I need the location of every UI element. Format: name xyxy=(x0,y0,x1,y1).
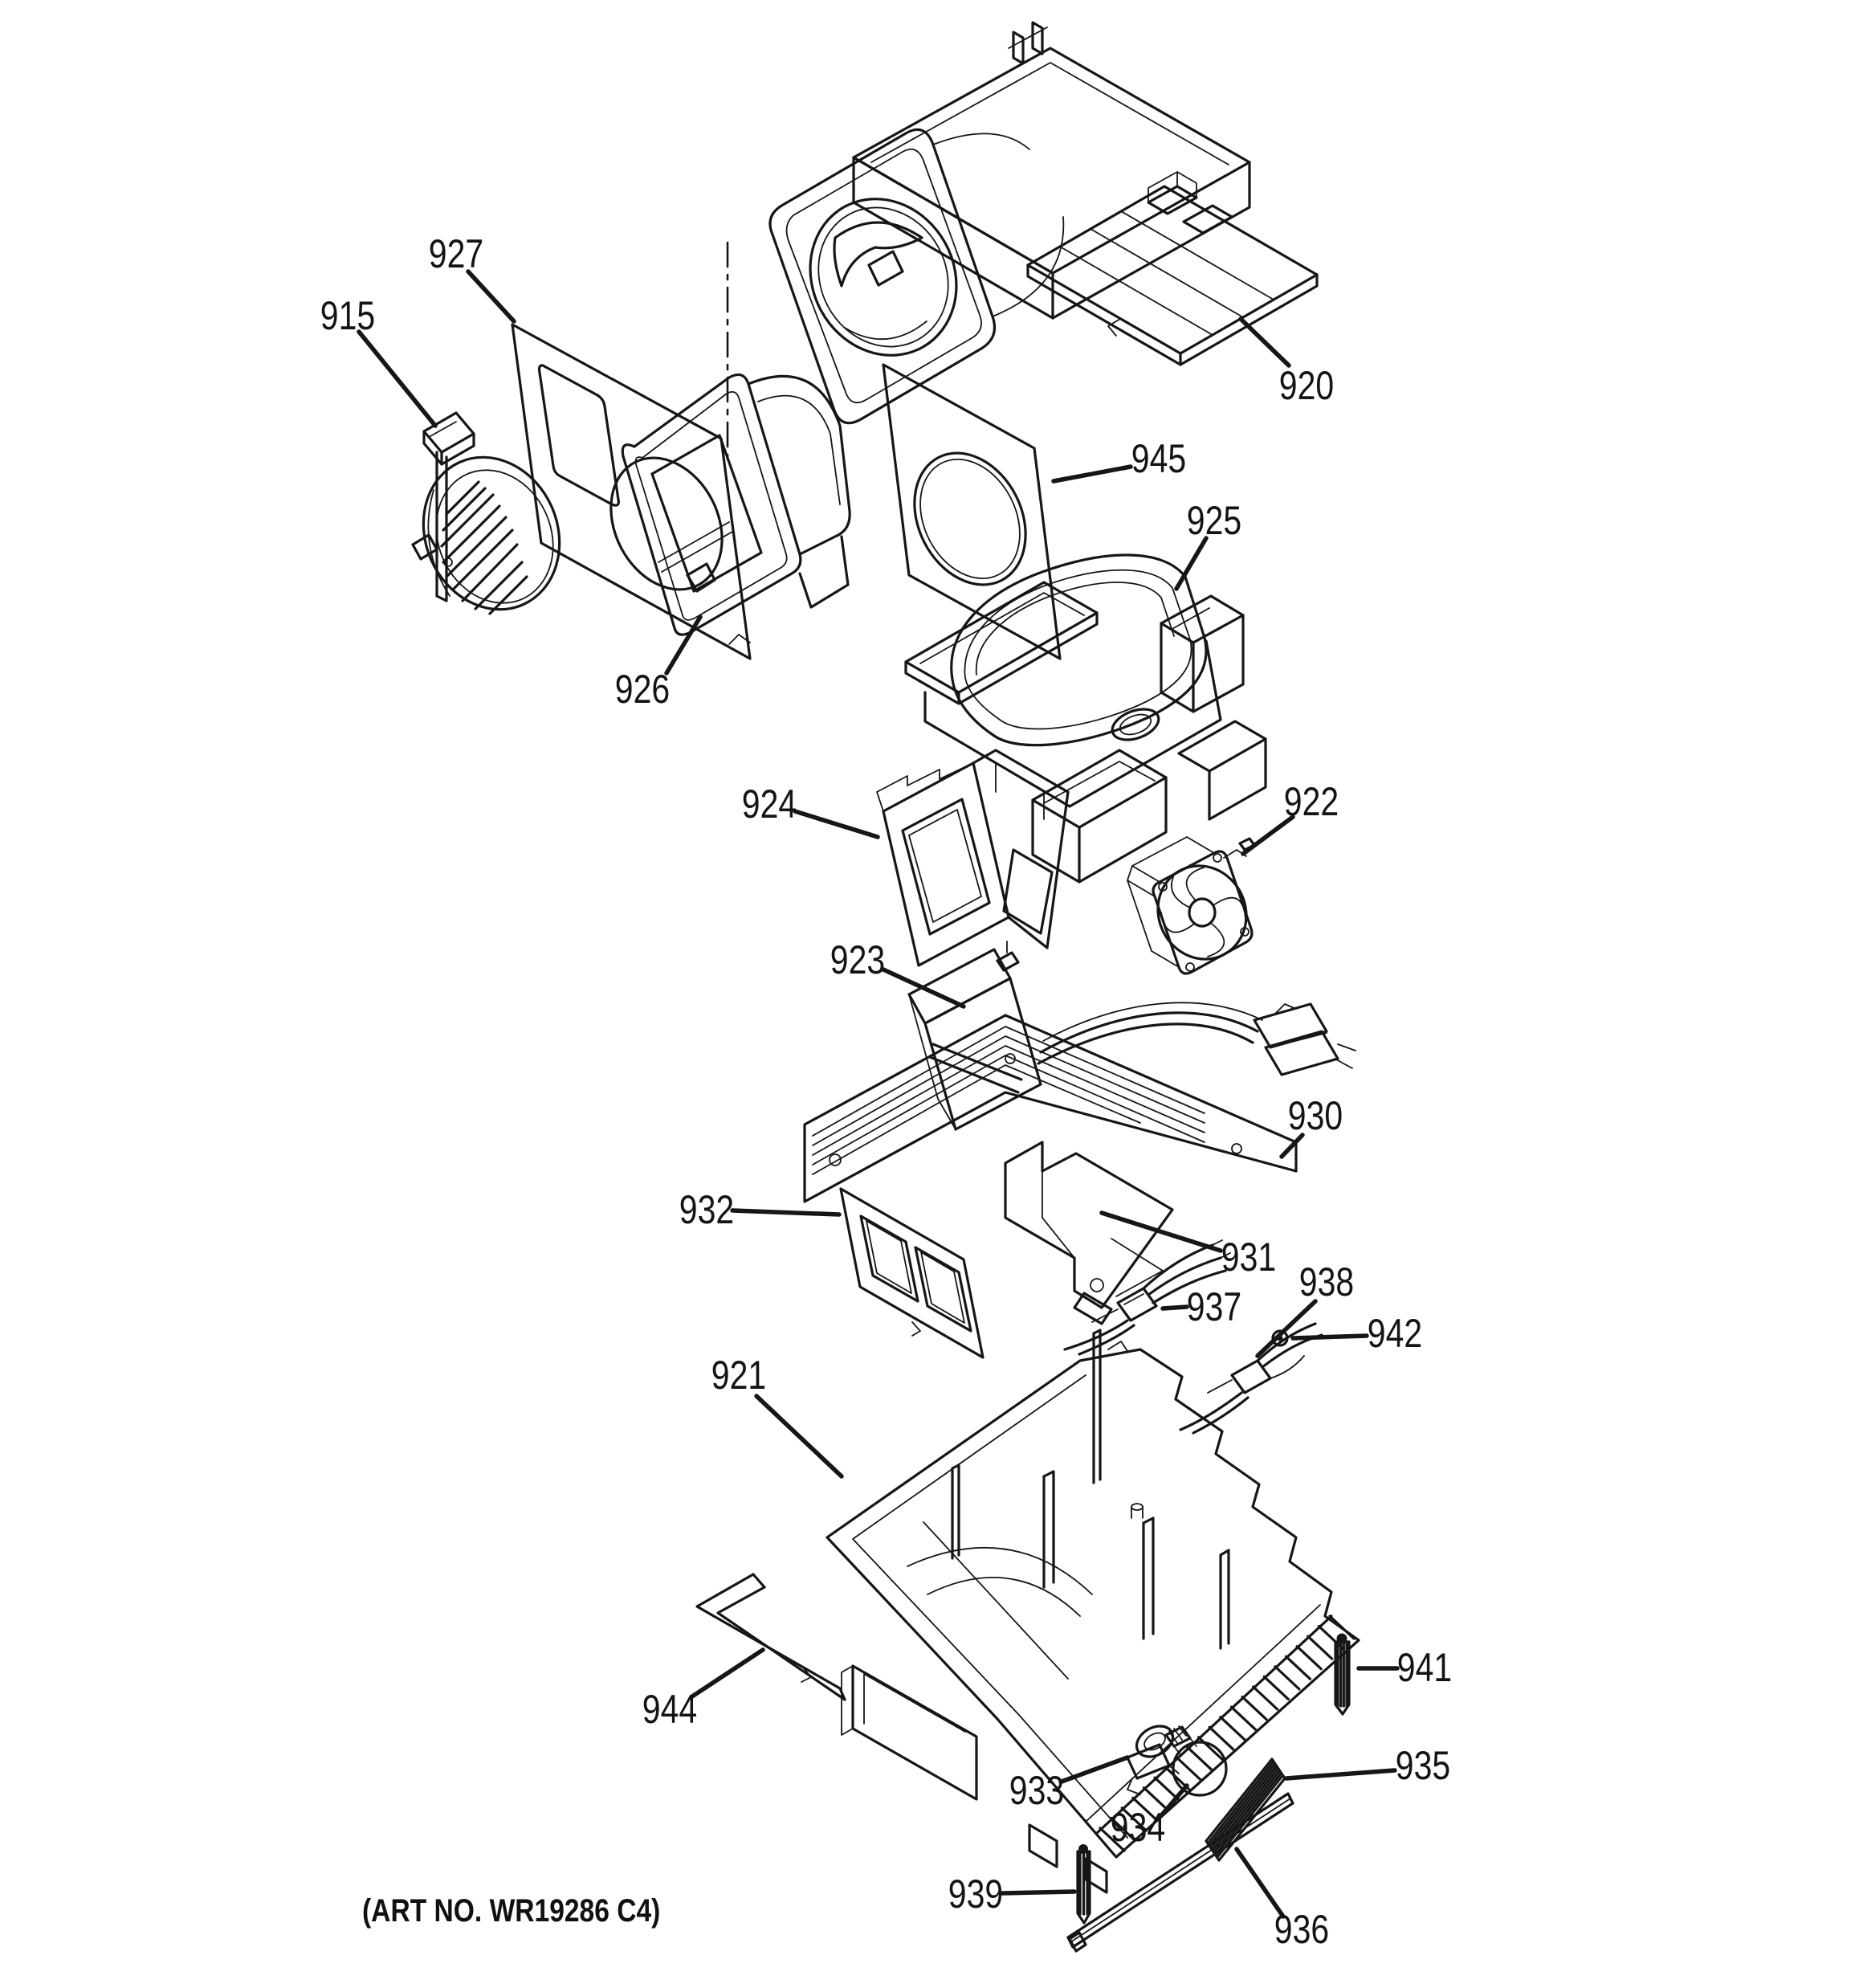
leader-line-925 xyxy=(1176,538,1206,589)
part-label-921: 921 xyxy=(711,1353,767,1398)
leader-line-921 xyxy=(756,1396,842,1476)
leader-line-937 xyxy=(1163,1307,1187,1308)
leader-line-939 xyxy=(1002,1892,1074,1893)
part-920-drawing xyxy=(770,22,1317,423)
part-label-932: 932 xyxy=(679,1187,735,1232)
part-922-drawing xyxy=(1127,837,1262,974)
art-number: (ART NO. WR19286 C4) xyxy=(362,1892,661,1929)
part-939-hatch xyxy=(1080,1853,1087,1914)
leader-line-926 xyxy=(667,617,700,673)
leader-line-927 xyxy=(468,271,514,321)
part-936-drawing xyxy=(1068,1794,1293,1951)
part-label-945: 945 xyxy=(1131,436,1187,481)
part-945-drawing xyxy=(883,365,1060,659)
part-label-939: 939 xyxy=(948,1872,1004,1917)
part-939-drawing xyxy=(1078,1844,1090,1923)
part-label-915: 915 xyxy=(320,293,376,338)
part-label-944: 944 xyxy=(642,1687,698,1732)
leader-line-935 xyxy=(1286,1770,1395,1778)
part-label-934: 934 xyxy=(1110,1805,1166,1850)
part-label-941: 941 xyxy=(1396,1645,1453,1690)
part-935-hatch xyxy=(1209,1762,1282,1857)
part-915-drawing xyxy=(400,413,584,631)
part-915-hatch xyxy=(442,482,527,614)
leader-line-923 xyxy=(883,970,964,1006)
part-label-927: 927 xyxy=(428,231,484,276)
part-label-923: 923 xyxy=(830,937,886,982)
leader-line-920 xyxy=(1241,319,1289,365)
part-label-938: 938 xyxy=(1298,1259,1355,1304)
leader-line-933 xyxy=(1062,1757,1127,1782)
part-label-924: 924 xyxy=(741,782,797,827)
part-label-925: 925 xyxy=(1186,498,1242,543)
leader-line-932 xyxy=(732,1210,839,1214)
part-label-942: 942 xyxy=(1367,1311,1423,1356)
part-label-935: 935 xyxy=(1395,1743,1451,1788)
part-label-936: 936 xyxy=(1274,1907,1330,1952)
part-label-926: 926 xyxy=(614,667,671,712)
leader-line-942 xyxy=(1293,1336,1367,1338)
part-941-drawing xyxy=(1335,1634,1349,1715)
part-932-drawing xyxy=(841,1189,983,1357)
leader-line-931 xyxy=(1102,1213,1221,1251)
part-930-drawing xyxy=(805,1015,1296,1202)
part-921-drawing xyxy=(827,1330,1359,1892)
part-label-930: 930 xyxy=(1287,1093,1343,1138)
part-label-933: 933 xyxy=(1009,1768,1065,1813)
leader-line-944 xyxy=(692,1650,763,1696)
leader-line-945 xyxy=(1054,467,1131,481)
part-label-931: 931 xyxy=(1221,1235,1277,1280)
part-927-drawing xyxy=(512,325,750,659)
part-label-920: 920 xyxy=(1278,363,1335,408)
part-label-937: 937 xyxy=(1186,1284,1242,1329)
part-931-drawing xyxy=(1005,1142,1172,1324)
leader-line-915 xyxy=(359,332,435,426)
part-926-drawing xyxy=(622,374,850,635)
part-label-922: 922 xyxy=(1283,779,1339,824)
leader-line-924 xyxy=(795,811,878,837)
